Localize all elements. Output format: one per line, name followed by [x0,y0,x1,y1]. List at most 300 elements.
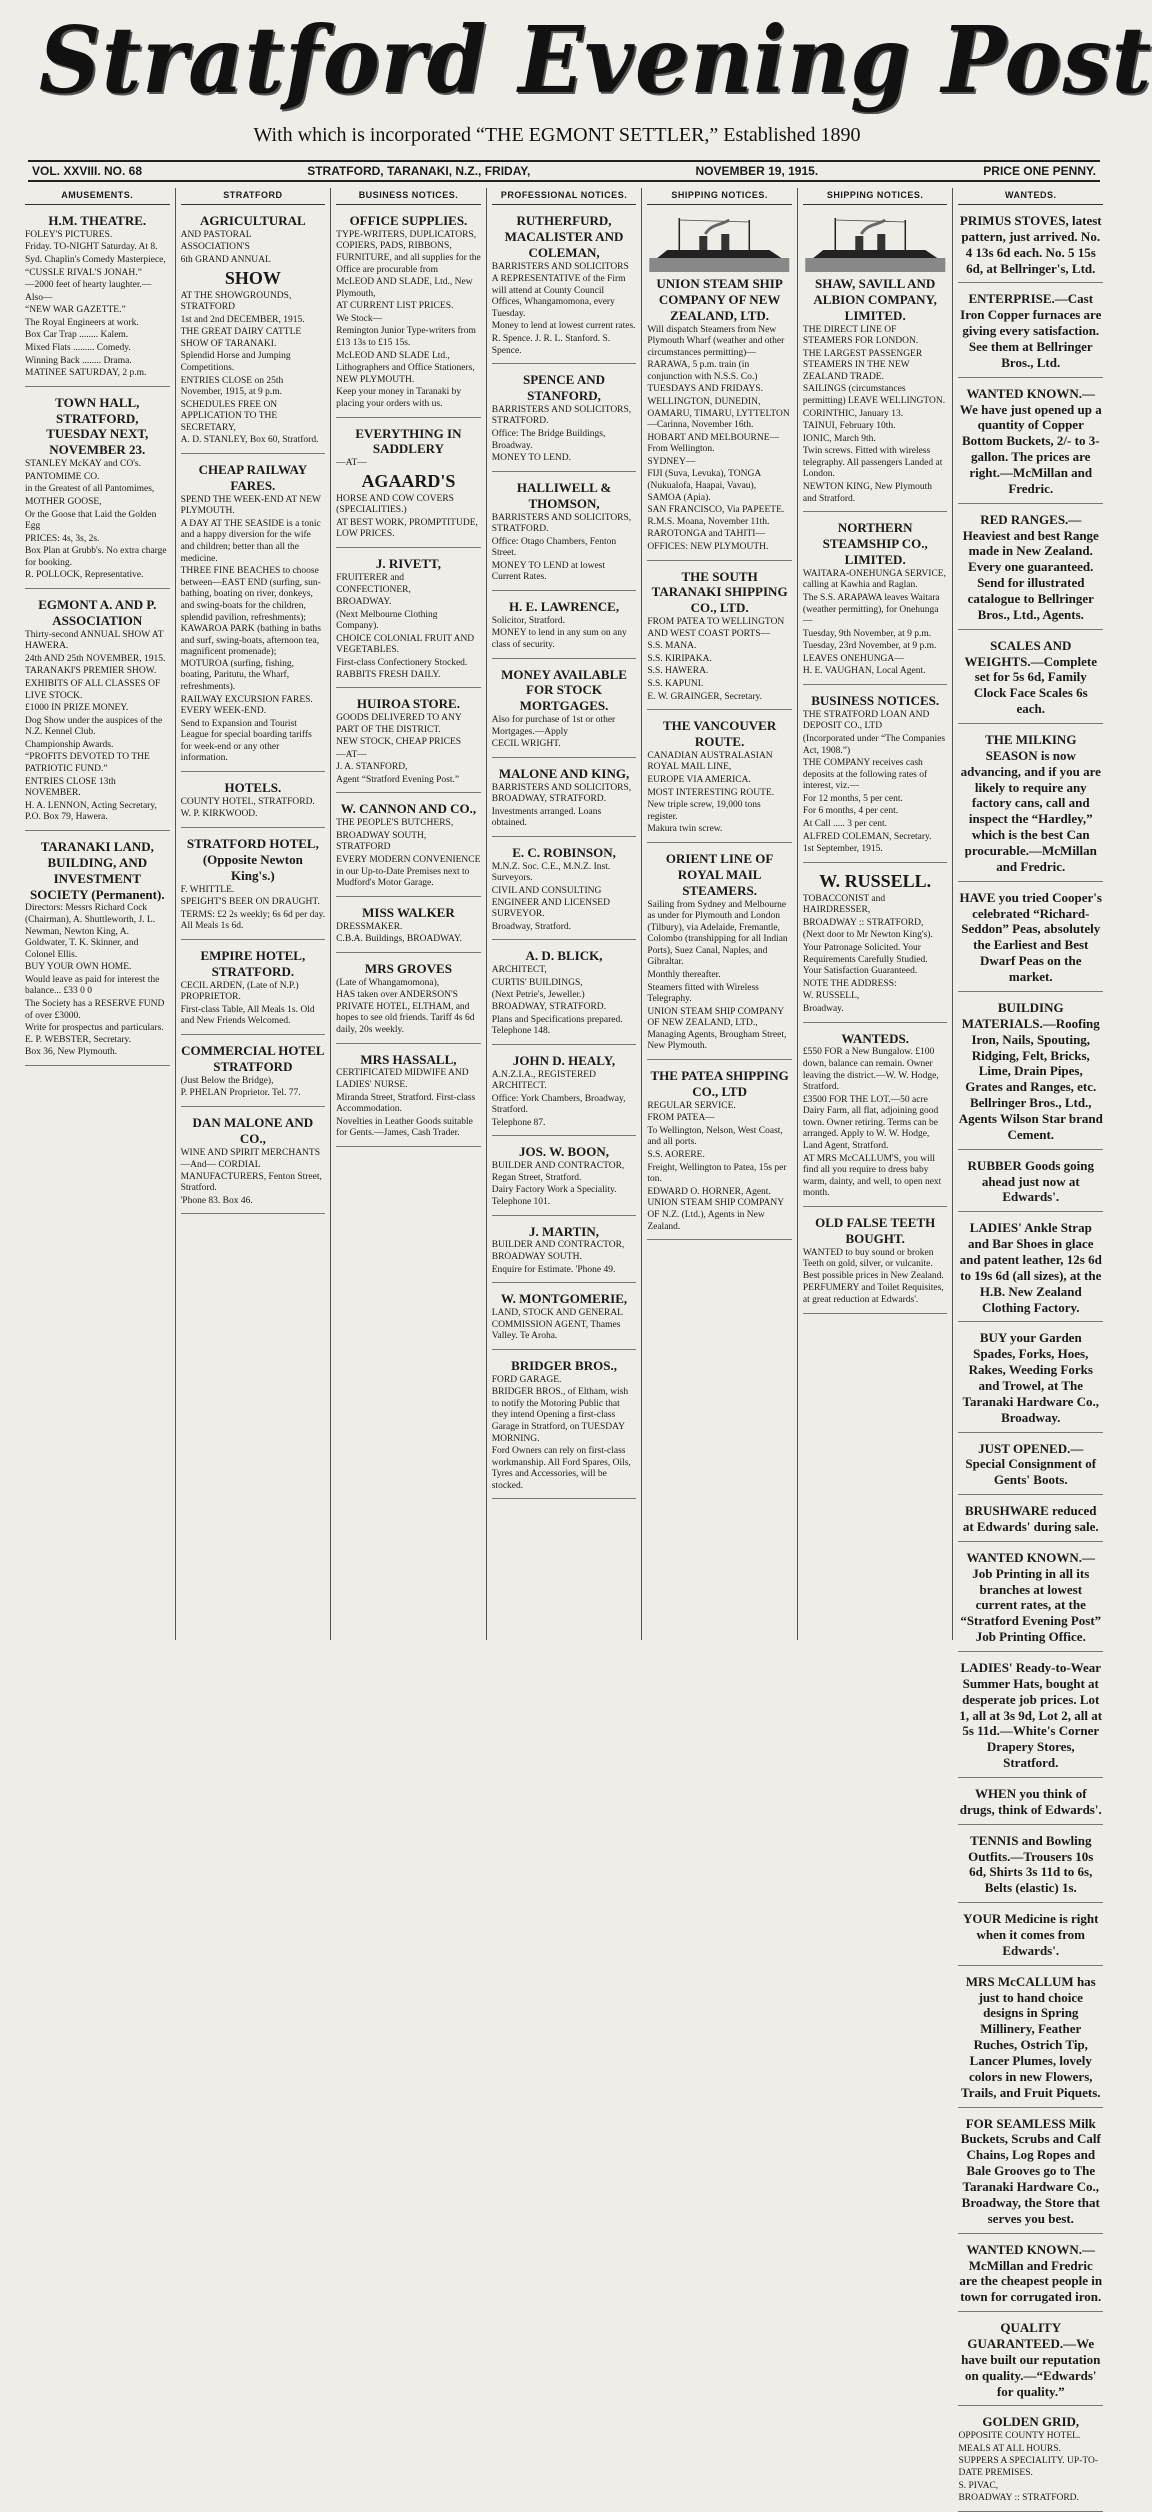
advertisement [958,634,1103,724]
ad-headline: HALLIWELL & THOMSON, [516,479,612,511]
ad-text: AT MRS McCALLUM'S, you will find all you require to dress baby warm, dainty, and well, to open next month. [802,1153,942,1199]
ad-text: FORD GARAGE. [491,1374,562,1385]
ad-text: SHOW [224,267,281,288]
ad-text: A DAY AT THE SEASIDE is a tonic and a happy diversion for the wife and children; better than all the medicine. [180,518,321,564]
ad-headline: FOR SEAMLESS Milk Buckets, Scrubs and Calf Chains, Log Ropes and Bale Grooves go to The Taranaki Hardware Co., Broadway, the Store that serves you best. [960,2115,1101,2226]
ad-text: Championship Awards. [25,739,114,750]
ad-text: —AT— [336,458,367,469]
ad-text: Telephone 87. [491,1117,546,1128]
ad-text: BUILDER AND CONTRACTOR, BROADWAY SOUTH. [491,1240,625,1263]
ad-headline: DAN MALONE AND CO., [192,1114,314,1146]
advertisement [647,847,792,1060]
ad-headline: EGMONT A. AND P. ASSOCIATION [38,596,157,628]
ad-headline: MRS HASSALL, [360,1051,457,1067]
column-5 [642,188,798,1640]
ad-text: P. PHELAN Proprietor. Tel. 77. [180,1088,301,1099]
ad-text: R. POLLOCK, Representative. [25,570,144,581]
advertisement [958,1437,1103,1496]
ad-text: CIVIL AND CONSULTING ENGINEER AND LICENSED SURVEYOR. [491,886,610,920]
ad-text: Agent “Stratford Evening Post.” [336,774,460,785]
ad-text: GOODS DELIVERED TO ANY PART OF THE DISTRICT. [336,712,462,735]
ad-text: MONEY TO LEND at lowest Current Rates. [491,560,606,583]
ad-text: R. Spence. J. R. L. Stanford. S. Spence. [491,334,611,356]
ad-text: S.S. MANA. [647,641,697,652]
ad-text: BROADWAY :: STRATFORD, [802,917,924,928]
ad-headline: A. D. BLICK, [525,948,603,964]
ad-text: Friday. TO-NIGHT Saturday. At 8. [25,242,158,253]
ad-text: McLEOD AND SLADE Ltd., [336,350,450,361]
advertisement [492,1140,637,1215]
ad-text: EDWARD O. HORNER, Agent. UNION STEAM SHIP COMPANY OF N.Z. (Ltd.), Agents in New Zealand. [647,1186,784,1232]
ad-text: AT CURRENT LIST PRICES. [336,301,454,312]
ad-headline: SCALES AND WEIGHTS.—Complete set for 5s 6d, Family Clock Face Scales 6s each. [964,637,1098,717]
ad-text: Steamers fitted with Wireless Telegraphy. [647,982,759,1005]
advertisement [25,593,170,831]
ad-text: FRUITERER and CONFECTIONER, [336,572,411,595]
ad-text: Dog Show under the auspices of the N.Z. Kennel Club. [25,715,163,738]
ad-text: BROADWAY SOUTH, STRATFORD [336,830,427,853]
advertisement [336,692,481,793]
ad-text: CECIL ARDEN, (Late of N.P.) PROPRIETOR. [180,980,299,1003]
ad-headline: J. RIVETT, [375,556,442,572]
ad-text: M.N.Z. Soc. C.E., M.N.Z. Inst. Surveyors. [491,861,611,884]
ad-text: H. E. VAUGHAN, Local Agent. [802,666,926,677]
advertisement [336,552,481,688]
steamship-illustration [647,214,792,272]
ad-headline: RUBBER Goods going ahead just now at Edwards'. [967,1157,1094,1205]
ad-text: (Next Melbourne Clothing Company). [336,609,438,632]
ad-text: “PROFITS DEVOTED TO THE PATRIOTIC FUND.” [25,752,150,775]
ad-text: Box Plan at Grubb's. No extra charge for booking. [25,546,167,568]
ad-text: in the Greatest of all Pantomimes, [25,484,155,495]
dateline [28,160,1100,182]
ad-headline: MALONE AND KING, [498,765,630,781]
ad-text: The Society has a RESERVE FUND of over £3000. [25,999,165,1021]
ad-text: (Next door to Mr Newton King's). [802,930,933,941]
ad-text: E. W. GRAINGER, Secretary. [647,691,762,702]
ad-text: THREE FINE BEACHES to choose between—EAST END (surfing, sun-bathing, boating on river, donkeys, and swing-boats for the children, splendid pavilion, refreshments); KAWAROA PARK (bathing in baths and surf, swing-boats, afternoon tea, magnificent promenade); MOTUROA (surfing, fishing, boating, Paritutu, the Wharf, refreshments). [180,566,321,692]
ad-headline: RED RANGES.—Heaviest and best Range made in New Zealand. Every one guaranteed. Send for illustrated catalogue to Bellringer Bros., Ltd., Agents. [962,511,1099,622]
ad-headline: THE PATEA SHIPPING CO., LTD [650,1068,789,1099]
ad-text: TYPE-WRITERS, DUPLICATORS, COPIERS, PADS, RIBBONS, FURNITURE, and all supplies for the Office are procurable from [336,229,481,275]
ad-text: PANTOMIME CO. [25,471,100,482]
ad-text: SYDNEY— [647,456,696,467]
ad-text: WELLINGTON, DUNEDIN, OAMARU, TIMARU, LYTTELTON—Carinna, November 16th. [647,397,790,431]
ad-text: RAILWAY EXCURSION FARES. EVERY WEEK-END. [180,694,313,717]
advertisement [336,901,481,953]
ad-text: 24th AND 25th NOVEMBER, 1915. [25,653,166,664]
ad-text: COUNTY HOTEL, STRATFORD. [180,796,315,807]
column-heading: STRATFORD [181,188,326,205]
ad-text: FOLEY'S PICTURES. [25,229,113,240]
ad-text: Solicitor, Stratford. [491,615,565,626]
advertisement [25,391,170,589]
advertisement [958,728,1103,882]
ad-text: PERFUMERY and Toilet Requisites, at great reduction at Edwards'. [802,1283,944,1305]
ad-text: Write for prospectus and particulars. E. P. WEBSTER, Secretary. [25,1023,164,1045]
ad-headline: THE VANCOUVER ROUTE. [662,718,777,750]
ad-headline: TENNIS and Bowling Outfits.—Trousers 10s 6d, Shirts 3s 11d to 6s, Belts (elastic) 1s. [968,1832,1094,1896]
ad-text: Directors: Messrs Richard Cock (Chairman), A. Shuttleworth, J. L. Newman, Newton King, A. Goldwater, T. K. Skinner, and Colonel Ellis. [25,903,156,960]
ad-text: MOST INTERESTING ROUTE. [647,787,775,798]
ad-headline: CHEAP RAILWAY FARES. [198,462,308,493]
column-heading: BUSINESS NOTICES. [336,188,481,205]
ad-headline: MONEY AVAILABLE FOR STOCK MORTGAGES. [501,666,627,714]
ad-text: WAITARA-ONEHUNGA SERVICE, calling at Kawhia and Raglan. [802,568,946,591]
newspaper-title: Stratford Evening Post [38,6,1152,114]
ad-text: Investments arranged. Loans obtained. [491,806,602,829]
ad-text: MONEY to lend in any sum on any class of security. [491,628,627,650]
ad-text: —AT— [336,749,367,760]
ad-text: BARRISTERS AND SOLICITORS, STRATFORD. [491,404,632,427]
ad-text: (Just Below the Bridge), [180,1075,274,1086]
ad-text: ENTRIES CLOSE 13th NOVEMBER. [25,776,116,799]
ad-text: J. A. STANFORD, [336,762,408,773]
ad-text: Monthly thereafter. [647,969,721,980]
ad-text: Mixed Flats ......... Comedy. [25,343,131,354]
ad-headline: HUIROA STORE. [356,696,460,712]
ad-text: BRIDGER BROS., of Eltham, wish to notify the Motoring Public that they intend Opening a first-class Garage in Stratford, on TUESDAY MORNING. [491,1387,629,1444]
steamship-illustration [803,214,948,272]
column-4 [487,188,643,1640]
ad-text: THE LARGEST PASSENGER STEAMERS IN THE NEW ZEALAND TRADE. [802,348,923,382]
ad-text: OPPOSITE COUNTY HOTEL. [958,2431,1081,2442]
advertisement [958,1546,1103,1652]
ad-text: A REPRESENTATIVE of the Firm will attend at County Council Offices, Whangamomona, every Tuesday. [491,274,626,319]
advertisement [803,867,948,1023]
ad-text: PRICES: 4s, 3s, 2s. [25,533,100,544]
column-2 [176,188,332,1640]
ad-text: Also for purchase of 1st or other Mortgages.—Apply [491,715,616,737]
ad-text: SAILINGS (circumstances permitting) LEAVE WELLINGTON. [802,384,946,407]
ad-text: REGULAR SERVICE. [647,1100,736,1111]
ad-headline: H. E. LAWRENCE, [508,598,620,614]
ad-text: CANADIAN AUSTRALASIAN ROYAL MAIL LINE, [647,750,773,773]
ad-headline: YOUR Medicine is right when it comes from Edwards'. [963,1911,1099,1958]
ad-text: Ford Owners can rely on first-class workmanship. All Ford Spares, Oils, Tyres and Accessories, will be stocked. [491,1446,631,1491]
ad-text: Box 36, New Plymouth. [25,1047,118,1058]
ad-text: THE DIRECT LINE OF STEAMERS FOR LONDON. [802,324,919,347]
ad-text: McLEOD AND SLADE, Ltd., New Plymouth, [336,277,473,299]
ad-headline: WANTED KNOWN.—Job Printing in all its branches at lowest current rates, at the “Stratford Evening Post” Job Printing Office. [960,1549,1102,1645]
ad-text: (Late of Whangamomona), [336,977,440,988]
ad-headline: WANTED KNOWN.—McMillan and Fredric are the cheapest people in town for corrugated iron. [959,2241,1103,2305]
advertisement [803,1211,948,1314]
advertisement [492,762,637,837]
advertisement [958,1326,1103,1432]
ad-headline: LADIES' Ankle Strap and Bar Shoes in glace and patent leather, 12s 6d to 19s 6d (all sizes), at the H.B. New Zealand Clothing Factory. [959,1220,1102,1315]
ad-text: 6th GRAND ANNUAL [180,254,271,265]
ad-headline: AGRICULTURAL [200,212,306,228]
ad-text: BROADWAY :: STRATFORD. [958,2493,1079,2504]
ad-text: NOTE THE ADDRESS: [802,978,897,989]
ad-text: HORSE AND COW COVERS (SPECIALITIES.) [336,493,454,516]
ad-headline: W. RUSSELL. [819,870,932,891]
advertisement [181,1039,326,1107]
ad-text: W. P. KIRKWOOD. [180,809,258,820]
ad-text: TAINUI, February 10th. [802,421,896,432]
ad-headline: WANTEDS. [841,1030,909,1046]
ad-headline: BRIDGER BROS., [511,1357,617,1373]
ad-text: 1st September, 1915. [802,844,883,855]
ad-text: CERTIFICATED MIDWIFE AND LADIES' NURSE. [336,1068,469,1090]
advertisement [958,382,1103,504]
ad-text: THE PEOPLE'S BUTCHERS, [336,818,454,829]
newspaper-subtitle: With which is incorporated “THE EGMONT SETTLER,” Established 1890 [253,124,861,146]
ad-headline: H.M. THEATRE. [48,212,147,228]
column-3 [331,188,487,1640]
advertisement [647,1064,792,1240]
advertisement [492,209,637,364]
ad-headline: HOTELS. [224,780,282,796]
ad-text: —2000 feet of hearty laughter.— [25,280,152,291]
advertisement [958,1829,1103,1903]
advertisement [492,1354,637,1500]
ad-text: First-class Confectionery Stocked. RABBITS FRESH DAILY. [336,657,468,680]
ad-headline: TARANAKI LAND, BUILDING, AND INVESTMENT SOCIETY (Permanent). [30,838,165,902]
ad-text: EVERY MODERN CONVENIENCE in our Up-to-Date Premises next to Mudford's Motor Garage. [336,855,481,889]
ad-headline: BRUSHWARE reduced at Edwards' during sale. [962,1503,1099,1534]
ad-text: Your Patronage Solicited. Your Requirements Carefully Studied. Your Satisfaction Guaranteed. [802,943,928,977]
place-line: STRATFORD, TARANAKI, N.Z., FRIDAY, [307,164,531,178]
ad-text: IONIC, March 9th. [802,433,876,444]
ad-headline: THE MILKING SEASON is now advancing, and if you are likely to require any factory cans, call and inspect the “Hardley,” which is the best Can procurable.—McMillan and Fredric. [960,732,1101,874]
ad-text: S.S. KIRIPAKA. [647,653,712,664]
ad-text: MATINEE SATURDAY, 2 p.m. [25,368,147,379]
advertisement [803,516,948,685]
ad-text: HAS taken over ANDERSON'S PRIVATE HOTEL, ELTHAM, and hopes to see old friends. Tariff 4s 6d daily, 20s weekly. [336,990,475,1035]
ad-text: MONEY TO LEND. [491,453,571,464]
ad-text: Money to lend at lowest current rates. [491,321,636,332]
ad-text: BARRISTERS AND SOLICITORS, BROADWAY, STRATFORD. [491,782,632,805]
ad-text: S.S. AORERE. [647,1150,705,1161]
ad-text: Syd. Chaplin's Comedy Masterpiece, [25,254,166,265]
ad-text: Broadway. [802,1003,844,1014]
advertisement [803,689,948,863]
ad-text: LEAVES ONEHUNGA— [802,653,904,664]
ad-text: CHOICE COLONIAL FRUIT AND VEGETABLES. [336,633,475,656]
advertisement [958,1970,1103,2108]
ad-text: (Next Petrie's, Jeweller.) BROADWAY, STRATFORD. [491,990,607,1012]
advertisement [958,508,1103,630]
ad-headline: STRATFORD HOTEL, (Opposite Newton King's.) [186,836,319,883]
column-heading: SHIPPING NOTICES. [647,188,792,205]
advertisement [958,1656,1103,1778]
advertisement [492,368,637,472]
advertisement [336,422,481,549]
ad-text: Winning Back ........ Drama. [25,355,132,366]
advertisement [492,663,637,758]
column-heading: AMUSEMENTS. [25,188,170,205]
ad-headline: EMPIRE HOTEL, STRATFORD. [200,947,306,979]
ad-text: THE GREAT DAIRY CATTLE SHOW OF TARANAKI. [180,327,302,349]
advertisement [181,209,326,454]
advertisement [958,209,1103,283]
advertisement [492,595,637,659]
ad-text: Lithographers and Office Stationers, NEW PLYMOUTH. [336,363,475,385]
ad-headline: MRS GROVES [364,960,452,976]
ad-headline: BUY your Garden Spades, Forks, Hoes, Rakes, Weeding Forks and Trowel, at The Taranaki Hardware Co., Broadway. [962,1330,1100,1425]
ad-text: Send to Expansion and Tourist League for special boarding tariffs for week-end or any other information. [180,718,312,764]
ad-text: CECIL WRIGHT. [491,739,561,750]
ad-text: Twin screws. Fitted with wireless telegraphy. All passengers Landed at London. [802,446,943,480]
ad-text: A.N.Z.I.A., REGISTERED ARCHITECT. [491,1069,596,1092]
ad-text: The Royal Engineers at work. [25,317,139,328]
ad-text: Freight, Wellington to Patea, 15s per ton. [647,1162,787,1185]
advertisement [492,1287,637,1350]
ad-text: FROM PATEA TO WELLINGTON AND WEST COAST PORTS— [647,617,785,639]
ad-text: EUROPE VIA AMERICA. [647,775,751,786]
column-heading: SHIPPING NOTICES. [803,188,948,205]
ad-headline: COMMERCIAL HOTEL STRATFORD [181,1042,325,1074]
ad-text: OFFICES: NEW PLYMOUTH. [647,541,769,552]
advertisement [958,1216,1103,1322]
ad-text: ASSOCIATION'S [180,242,250,253]
ad-headline: LADIES' Ready-to-Wear Summer Hats, bought at desperate job prices. Lot 1, all at 3s 9d, Lot 2, all at 5s 11d.—White's Corner Drapery Stores, Stratford. [959,1660,1103,1771]
column-6 [798,188,954,1640]
advertisement [958,1782,1103,1825]
column-1 [20,188,176,1640]
advertisement [336,957,481,1044]
ad-text: Thirty-second ANNUAL SHOW AT HAWERA. [25,629,164,652]
ad-text: Tuesday, 9th November, at 9 p.m. [802,628,932,639]
advertisement [336,1048,481,1147]
ad-headline: SHAW, SAVILL AND ALBION COMPANY, LIMITED. [813,275,937,323]
ad-headline: SPENCE AND STANFORD, [523,372,606,404]
advertisement [958,2316,1103,2406]
ad-text: SAN FRANCISCO, Via PAPEETE. R.M.S. Moana, November 11th. [647,505,785,527]
advertisement [492,841,637,940]
ad-text: At Call ..... 3 per cent. [802,819,888,830]
ad-text: F. WHITTLE. [180,884,235,895]
ad-headline: J. MARTIN, [529,1223,599,1239]
ad-headline: GOLDEN GRID, [982,2414,1080,2430]
ad-headline: TOWN HALL, STRATFORD, TUESDAY NEXT, NOVEMBER 23. [46,394,149,458]
ad-headline: HAVE you tried Cooper's celebrated “Richard-Seddon” Peas, absolutely the Earliest and Best Dwarf Peas on the market. [959,889,1102,985]
ad-text: NEWTON KING, New Plymouth and Stratford. [802,482,933,504]
advertisement [647,209,792,561]
ad-text: FIJI (Suva, Levuka), TONGA (Nukualofa, Haapai, Vavau), SAMOA (Apia). [647,469,761,503]
ad-text: NEW STOCK, CHEAP PRICES [336,737,462,748]
ad-text: ARCHITECT, [491,965,547,976]
column-heading: WANTEDS. [958,188,1103,205]
ad-text: S.S. KAPUNI. [647,679,704,689]
ad-headline: JUST OPENED.—Special Consignment of Gents' Boots. [965,1440,1097,1488]
advertisement [958,1499,1103,1542]
ad-text: SPEIGHT'S BEER ON DRAUGHT. [180,897,320,908]
ad-text: For 12 months, 5 per cent. [802,793,903,804]
ad-headline: PRIMUS STOVES, latest pattern, just arrived. No. 4 13s 6d each. No. 5 15s 6d, at Bellringer's, Ltd. [959,212,1102,276]
ad-text: THE COMPANY receives cash deposits at the following rates of interest, viz.— [802,758,928,792]
ad-text: AT THE SHOWGROUNDS, STRATFORD [180,290,292,313]
column-7 [953,188,1108,2504]
advertisement [492,476,637,591]
ad-text: A. D. STANLEY, Box 60, Stratford. [180,435,319,446]
columns-container [20,188,1108,2504]
ad-text: C.B.A. Buildings, BROADWAY. [336,934,463,945]
advertisement [958,2410,1103,2511]
ad-text: THE STRATFORD LOAN AND DEPOSIT CO., LTD [802,709,930,732]
volume-number: VOL. XXVIII. NO. 68 [32,164,143,178]
ad-text: AT BEST WORK, PROMPTITUDE, LOW PRICES. [336,517,478,540]
ad-headline: OLD FALSE TEETH BOUGHT. [815,1214,936,1246]
ad-text: Will dispatch Steamers from New Plymouth Wharf (weather and other circumstances permitting)— [647,324,785,358]
ad-text: RARAWA, 5 p.m. train (in conjunction with N.S.S. Co.) [647,360,758,382]
ad-text: SPEND THE WEEK-END AT NEW PLYMOUTH. [180,494,321,517]
advertisement [958,2112,1103,2234]
advertisement [336,797,481,896]
ad-text: To Wellington, Nelson, West Coast, and all ports. [647,1125,783,1148]
ad-text: H. A. LENNON, Acting Secretary, P.O. Box 79, Hawera. [25,800,157,823]
ad-text: Plans and Specifications prepared. Telephone 148. [491,1014,623,1037]
advertisement [25,835,170,1066]
ad-headline: THE SOUTH TARANAKI SHIPPING CO., LTD. [651,568,788,616]
ad-text: SCHEDULES FREE ON APPLICATION TO THE SECRETARY, [180,399,278,433]
ad-headline: MRS McCALLUM has just to hand choice designs in Spring Millinery, Feather Ruches, Ostrich Tip, Lancer Plumes, lovely colors in new Flowers, Trails, and Fruit Piquets. [960,1973,1101,2100]
ad-text: STANLEY McKAY and CO's. [25,459,142,470]
ad-text: AGAARD'S [361,470,456,491]
advertisement [958,1907,1103,1966]
ad-text: FROM PATEA— [647,1113,715,1124]
ad-text: TARANAKI'S PREMIER SHOW. [25,666,157,677]
issue-date: NOVEMBER 19, 1915. [695,164,819,178]
ad-text: DRESSMAKER. [336,921,403,932]
ad-text: HOBART AND MELBOURNE—From Wellington. [647,432,780,455]
advertisement [647,714,792,843]
ad-text: Or the Goose that Laid the Golden Egg [25,509,157,532]
ad-text: Office: York Chambers, Broadway, Stratford. [491,1093,626,1116]
ad-text: TUESDAYS AND FRIDAYS. [647,384,764,395]
ad-text: Tuesday, 23rd November, at 9 p.m. [802,641,937,652]
advertisement [803,209,948,512]
ad-text: BARRISTERS AND SOLICITORS [491,261,629,272]
ad-text: ALFRED COLEMAN, Secretary. [802,831,932,842]
advertisement [181,458,326,772]
ad-headline: JOS. W. BOON, [519,1144,609,1160]
ad-text: UNION STEAM SHIP COMPANY OF NEW ZEALAND, LTD., Managing Agents, Brougham Street, New Plymouth. [647,1006,787,1052]
ad-text: RAROTONGA and TAHITI— [647,529,765,540]
ad-text: Splendid Horse and Jumping Competitions. [180,351,291,373]
advertisement [492,944,637,1044]
ad-headline: OFFICE SUPPLIES. [349,212,468,228]
advertisement [492,1220,637,1284]
ad-headline: NORTHERN STEAMSHIP CO., LIMITED. [822,520,928,567]
ad-text: Office: Otago Chambers, Fenton Street. [491,536,617,559]
ad-headline: MISS WALKER [362,904,455,920]
ad-headline: W. CANNON AND CO., [340,801,477,817]
ad-headline: JOHN D. HEALY, [512,1052,616,1068]
advertisement [647,565,792,711]
ad-headline: BUSINESS NOTICES. [811,693,940,708]
ad-text: “NEW WAR GAZETTE.” [25,305,126,316]
ad-text: Enquire for Estimate. 'Phone 49. [491,1264,616,1275]
ad-text: Keep your money in Taranaki by placing your orders with us. [336,387,462,409]
ad-text: Novelties in Leather Goods suitable for Gents.—James, Cash Trader. [336,1116,473,1139]
ad-text: BUY YOUR OWN HOME. [25,962,132,973]
ad-text: 'Phone 83. Box 46. [180,1195,253,1206]
ad-text: The S.S. ARAPAWA leaves Waitara (weather permitting), for Onehunga— [802,592,940,627]
ad-text: 1st and 2nd DECEMBER, 1915. [180,314,305,325]
ad-text: AND PASTORAL [180,229,252,240]
ad-text: SUPPERS A SPECIALITY. UP-TO-DATE PREMISES. [958,2456,1099,2478]
masthead [0,0,1152,150]
ad-text: CORINTHIC, January 13. [802,408,904,419]
ad-headline: BUILDING MATERIALS.—Roofing Iron, Nails, Spouting, Ridging, Felt, Bricks, Lime, Drain Pipes, Grates and Ranges, etc. Bellringer Bros., Ltd., Agents Wilson Star brand Cement. [958,999,1103,1142]
ad-text: CURTIS' BUILDINGS, [491,977,583,988]
ad-text: “CUSSLE RIVAL'S JONAH.” [25,267,142,278]
ad-text: Miranda Street, Stratford. First-class Accommodation. [336,1092,476,1115]
ad-text: £550 FOR a New Bungalow. £100 down, balance can remain. Owner leaving the district.—W. W. Hodge, Stratford. [802,1047,939,1093]
